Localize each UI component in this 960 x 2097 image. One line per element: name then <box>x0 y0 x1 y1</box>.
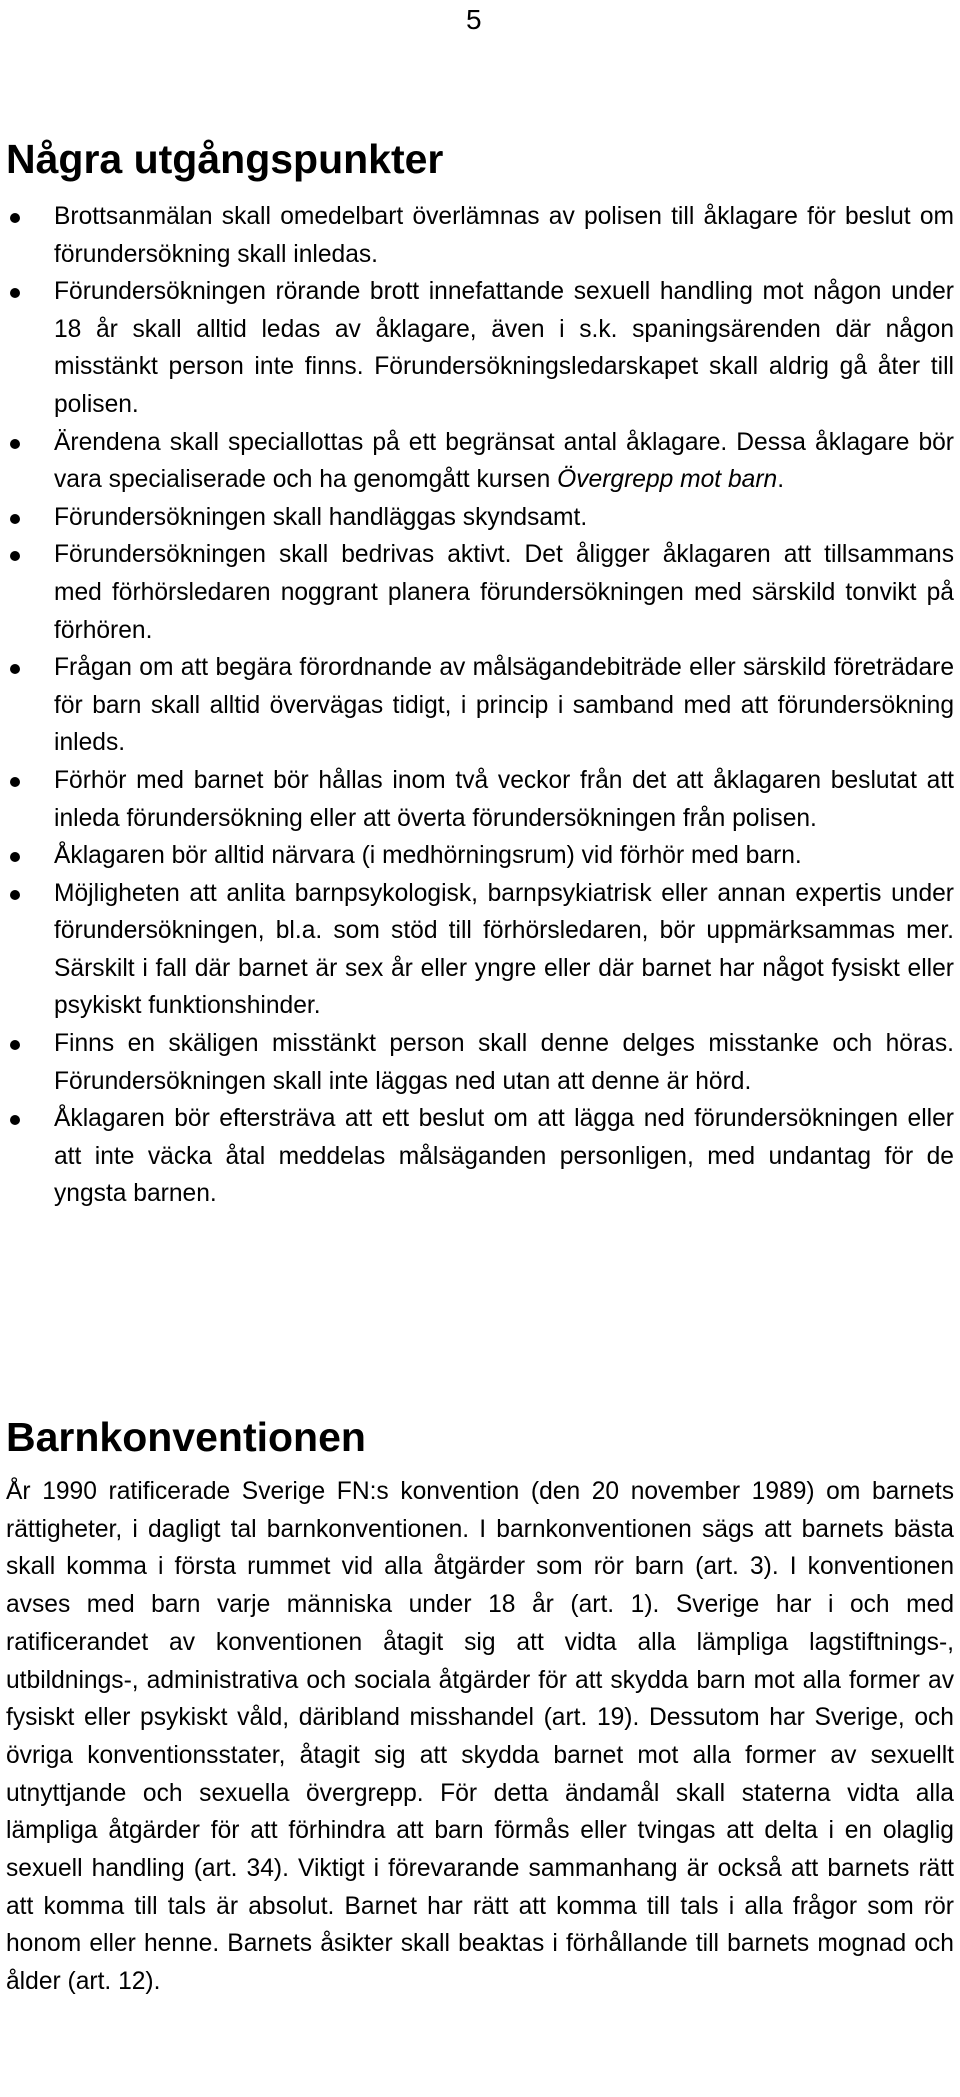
list-item <box>6 1025 954 1100</box>
list-item <box>6 837 954 875</box>
list-item <box>6 424 954 499</box>
list-item-text: Förundersökningen rörande brott innefattande sexuell handling mot någon under 18 år skall alltid ledas av åklagare, även i s.k. spaningsärenden där någon misstänkt person inte finns. Förundersökningsledarskapet skall aldrig gå åter till polisen. <box>54 278 954 418</box>
list-item-text: Åklagaren bör alltid närvara (i medhörningsrum) vid förhör med barn. <box>54 842 802 870</box>
bullet-icon <box>10 288 20 298</box>
list-item <box>6 1100 954 1213</box>
bullet-icon <box>10 514 20 524</box>
list-item <box>6 649 954 762</box>
section-heading-barnkonventionen: Barnkonventionen <box>6 1414 366 1460</box>
list-item <box>6 273 954 423</box>
bullet-list <box>6 198 954 1213</box>
list-item-text: Åklagaren bör eftersträva att ett beslut om att lägga ned förundersökningen eller att inte väcka åtal meddelas målsäganden personligen, med undantag för de yngsta barnen. <box>54 1105 954 1208</box>
bullet-icon <box>10 1040 20 1050</box>
bullet-icon <box>10 439 20 449</box>
course-name-italic: Övergrepp mot barn <box>557 466 778 494</box>
list-item <box>6 875 954 1025</box>
list-item-text: Brottsanmälan skall omedelbart överlämnas av polisen till åklagare för beslut om förundersökning skall inledas. <box>54 203 954 268</box>
list-item-text: Möjligheten att anlita barnpsykologisk, barnpsykiatrisk eller annan expertis under förundersökningen, bl.a. som stöd till förhörsledaren, bör uppmärksammas mer. Särskilt i fall där barnet är sex år eller yngre eller där barnet har något fysiskt eller psykiskt funktionshinder. <box>54 879 954 1020</box>
list-item <box>6 536 954 649</box>
page-number: 5 <box>466 4 482 35</box>
list-item-text-part: Ärendena skall speciallottas på ett begränsat antal åklagare. Dessa åklagare bör vara specialiserade och ha genomgått kursen <box>54 428 954 494</box>
list-item-text-part: . <box>777 466 785 494</box>
bullet-icon <box>10 551 20 561</box>
list-item <box>6 499 954 537</box>
section-heading-utgangspunkter: Några utgångspunkter <box>6 136 444 182</box>
bullet-icon <box>10 213 20 223</box>
list-item-text: Förundersökningen skall bedrivas aktivt. Det åligger åklagaren att tillsammans med förhörsledaren noggrant planera förundersökningen med särskild tonvikt på förhören. <box>54 541 954 644</box>
body-paragraph: År 1990 ratificerade Sverige FN:s konvention (den 20 november 1989) om barnets rättigheter, i dagligt tal barnkonventionen. I barnkonventionen sägs att barnets bästa skall komma i första rummet vid alla åtgärder som rör barn (art. 3). I konventionen avses med barn varje människa under 18 år (art. 1). Sverige har i och med ratificerandet av konventionen åtagit sig att vidta alla lämpliga lagstiftnings-, utbildnings-, administrativa och sociala åtgärder för att skydda barn mot alla former av fysiskt eller psykiskt våld, däribland misshandel (art. 19). Dessutom har Sverige, och övriga konventionsstater, åtagit sig att skydda barnet mot alla former av sexuellt utnyttjande och sexuella övergrepp. För detta ändamål skall staterna vidta alla lämpliga åtgärder för att förhindra att barn förmås eller tvingas att delta i en olaglig sexuell handling (art. 34). Viktigt i förevarande sammanhang är också att barnets rätt att komma till tals är absolut. Barnet har rätt att komma till tals i alla frågor som rör honom eller henne. Barnets åsikter skall beaktas i förhållande till barnets mognad och ålder (art. 12). <box>6 1478 954 1996</box>
bullet-icon <box>10 1115 20 1125</box>
list-item-text: Finns en skäligen misstänkt person skall denne delges misstanke och höras. Förundersökningen skall inte läggas ned utan att denne är hörd. <box>54 1030 954 1095</box>
list-item-text: Frågan om att begära förordnande av målsägandebiträde eller särskild företrädare för barn skall alltid övervägas tidigt, i princip i samband med att förundersökning inleds. <box>54 654 954 757</box>
bullet-icon <box>10 852 20 862</box>
list-item-text: Förhör med barnet bör hållas inom två veckor från det att åklagaren beslutat att inleda förundersökning eller att överta förundersökningen från polisen. <box>54 766 954 832</box>
bullet-icon <box>10 664 20 674</box>
list-item-text: Förundersökningen skall handläggas skyndsamt. <box>54 503 588 531</box>
list-item-text <box>54 424 954 499</box>
list-item <box>6 762 954 837</box>
bullet-icon <box>10 890 20 900</box>
list-item <box>6 198 954 273</box>
bullet-icon <box>10 777 20 787</box>
